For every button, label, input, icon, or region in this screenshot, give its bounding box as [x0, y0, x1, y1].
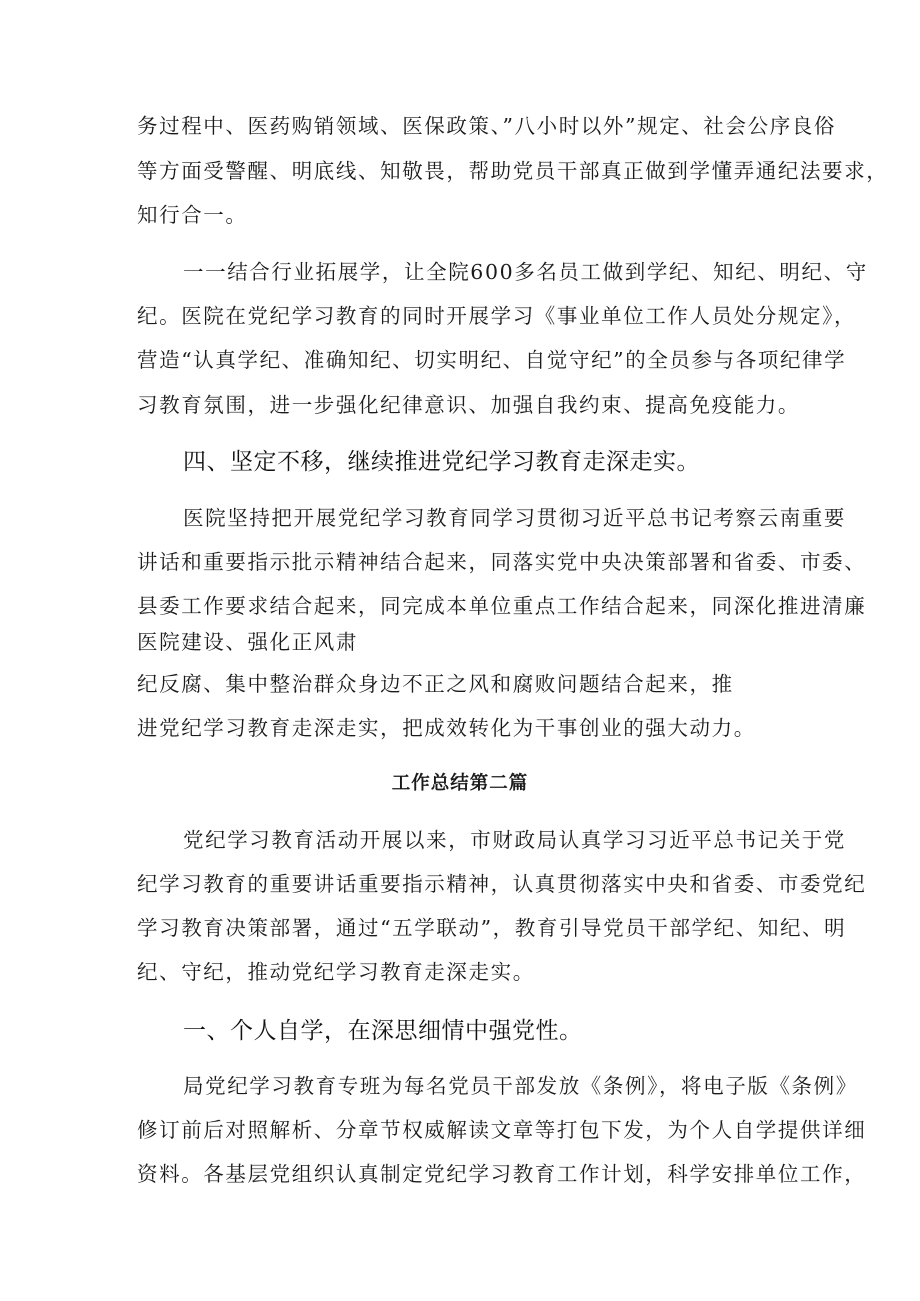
paragraph-line: 营造“认真学纪、准确知纪、切实明纪、自觉守纪”的全员参与各项纪律学 [137, 348, 847, 372]
paragraph-line: 局党纪学习教育专班为每名党员干部发放《条例》，将电子版《条例》 [183, 1074, 858, 1098]
document-title: 工作总结第二篇 [391, 773, 529, 794]
paragraph-line: 纪反腐、集中整治群众身边不正之风和腐败问题结合起来，推 [137, 672, 734, 696]
paragraph-line: 纪。医院在党纪学习教育的同时开展学习《事业单位工作人员处分规定》， [137, 304, 857, 328]
paragraph-line: 习教育氛围，进一步强化纪律意识、加强自我约束、提高免疫能力。 [137, 393, 800, 417]
paragraph-line: 资料。各基层党组织认真制定党纪学习教育工作计划，科学安排单位工作， [137, 1162, 867, 1186]
paragraph-line: 等方面受警醒、明底线、知敬畏，帮助党员干部真正做到学懂弄通纪法要求， [137, 159, 889, 183]
paragraph-line: 知行合一。 [137, 203, 248, 227]
paragraph-line: 医院建设、强化正风肃 [137, 630, 358, 654]
paragraph-line: 务过程中、医药购销领域、医保政策、”八小时以外”规定、社会公序良俗 [137, 114, 837, 138]
paragraph-line: 纪学习教育的重要讲话重要指示精神，认真贯彻落实中央和省委、市委党纪 [137, 872, 867, 896]
paragraph-line: 党纪学习教育活动开展以来，市财政局认真学习习近平总书记关于党 [183, 828, 846, 852]
paragraph-line: 讲话和重要指示批示精神结合起来，同落实党中央决策部署和省委、市委、 [137, 550, 867, 574]
paragraph-line: 学习教育决策部署，通过“五学联动”，教育引导党员干部学纪、知纪、明 [137, 916, 847, 940]
paragraph-line: 医院坚持把开展党纪学习教育同学习贯彻习近平总书记考察云南重要 [183, 506, 846, 530]
section-heading: 一、个人自学，在深思细情中强党性。 [183, 1018, 583, 1044]
section-heading: 四、坚定不移，继续推进党纪学习教育走深走实。 [183, 449, 700, 475]
paragraph-line: 县委工作要求结合起来，同完成本单位重点工作结合起来，同深化推进清廉 [137, 594, 867, 618]
paragraph-line: 进党纪学习教育走深走实，把成效转化为干事创业的强大动力。 [137, 716, 756, 740]
paragraph-line: 修订前后对照解析、分章节权威解读文章等打包下发，为个人自学提供详细 [137, 1118, 867, 1142]
paragraph-line: 纪、守纪，推动党纪学习教育走深走实。 [137, 960, 535, 984]
paragraph-line: 一一结合行业拓展学，让全院600多名员工做到学纪、知纪、明纪、守 [183, 260, 868, 284]
